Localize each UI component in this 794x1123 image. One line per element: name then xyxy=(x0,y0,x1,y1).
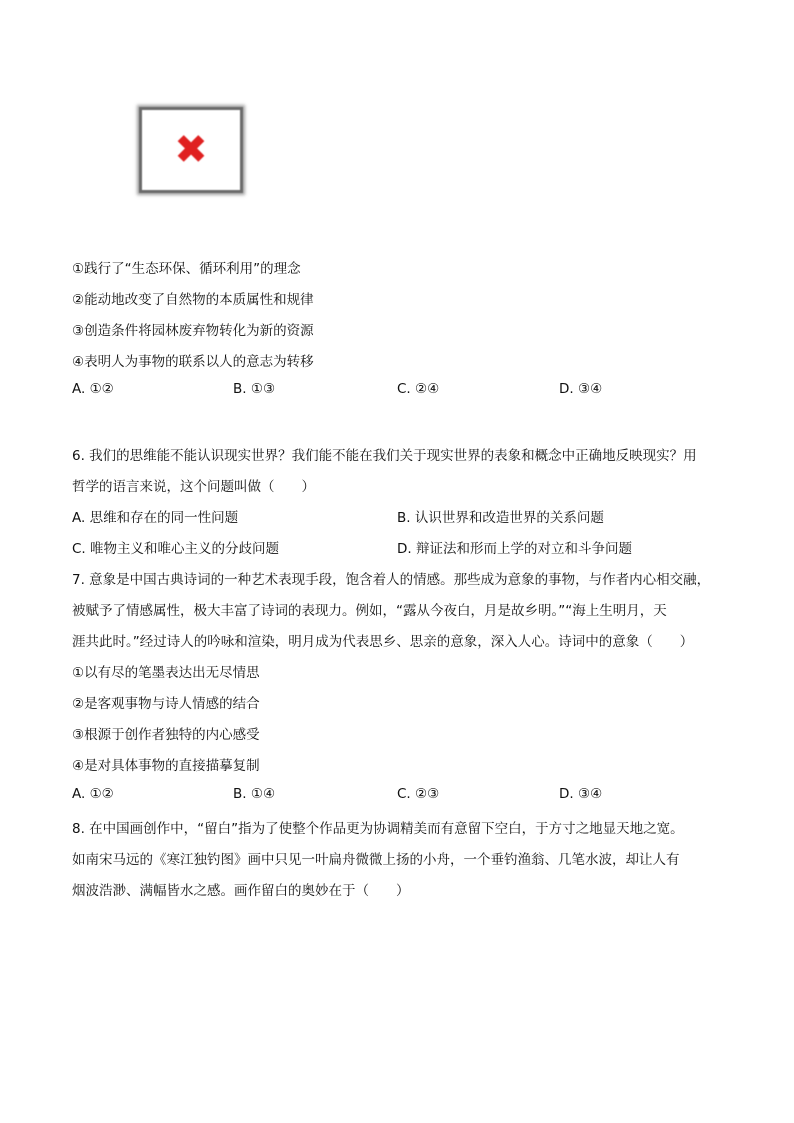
q5-option-b[interactable]: B. ①③ xyxy=(233,381,276,397)
q5-statement-2: ②能动地改变了自然物的本质属性和规律 xyxy=(72,292,314,308)
q7-options xyxy=(72,786,722,804)
broken-image-icon: ✖ xyxy=(174,127,208,173)
q7-option-c[interactable]: C. ②③ xyxy=(397,786,440,802)
broken-image-placeholder xyxy=(139,107,243,193)
q6-stem-line-1: 6. 我们的思维能不能认识现实世界？我们能不能在我们关于现实世界的表象和概念中正确地反映现实？用 xyxy=(72,448,697,464)
q7-stem-line-1: 7. 意象是中国古典诗词的一种艺术表现手段，饱含着人的情感。那些成为意象的事物，与作者内心相交融， xyxy=(72,572,711,588)
q7-stem-line-2: 被赋予了情感属性，极大丰富了诗词的表现力。例如，“露从今夜白，月是故乡明。”“海上生明月，天 xyxy=(72,603,667,619)
q8-stem-line-2: 如南宋马远的《寒江独钓图》画中只见一叶扁舟微微上扬的小舟，一个垂钓渔翁、几笔水波，却让人有 xyxy=(72,852,680,868)
q7-statement-1: ①以有尽的笔墨表达出无尽情思 xyxy=(72,665,260,681)
q5-statement-1: ①践行了“生态环保、循环利用”的理念 xyxy=(72,261,301,277)
q6-options-row-2 xyxy=(72,537,722,555)
q5-options xyxy=(72,381,722,399)
q5-option-a[interactable]: A. ①② xyxy=(72,381,114,397)
q6-options-row-1 xyxy=(72,506,722,524)
q5-option-c[interactable]: C. ②④ xyxy=(397,381,440,397)
q7-option-a[interactable]: A. ①② xyxy=(72,786,114,802)
q6-stem-line-2: 哲学的语言来说，这个问题叫做（ ） xyxy=(72,479,315,495)
q7-statement-3: ③根源于创作者独特的内心感受 xyxy=(72,727,260,743)
q8-stem-line-1: 8. 在中国画创作中，“留白”指为了使整个作品更为协调精美而有意留下空白，于方寸之地显天地之宽。 xyxy=(72,821,684,837)
q5-statement-4: ④表明人为事物的联系以人的意志为转移 xyxy=(72,354,314,370)
q6-option-a[interactable]: A. 思维和存在的同一性问题 xyxy=(72,510,239,526)
q7-stem-line-3: 涯共此时。”经过诗人的吟咏和渲染，明月成为代表思乡、思亲的意象，深入人心。诗词中的意象（ ） xyxy=(72,634,694,650)
q5-statement-3: ③创造条件将园林废弃物转化为新的资源 xyxy=(72,323,314,339)
q6-option-c[interactable]: C. 唯物主义和唯心主义的分歧问题 xyxy=(72,541,280,557)
q7-option-b[interactable]: B. ①④ xyxy=(233,786,276,802)
q7-option-d[interactable]: D. ③④ xyxy=(559,786,603,802)
q7-statement-2: ②是客观事物与诗人情感的结合 xyxy=(72,696,260,712)
q5-option-d[interactable]: D. ③④ xyxy=(559,381,603,397)
q7-statement-4: ④是对具体事物的直接描摹复制 xyxy=(72,758,260,774)
q6-option-b[interactable]: B. 认识世界和改造世界的关系问题 xyxy=(397,510,604,526)
q6-option-d[interactable]: D. 辩证法和形而上学的对立和斗争问题 xyxy=(397,541,632,557)
q8-stem-line-3: 烟波浩渺、满幅皆水之感。画作留白的奥妙在于（ ） xyxy=(72,883,410,899)
